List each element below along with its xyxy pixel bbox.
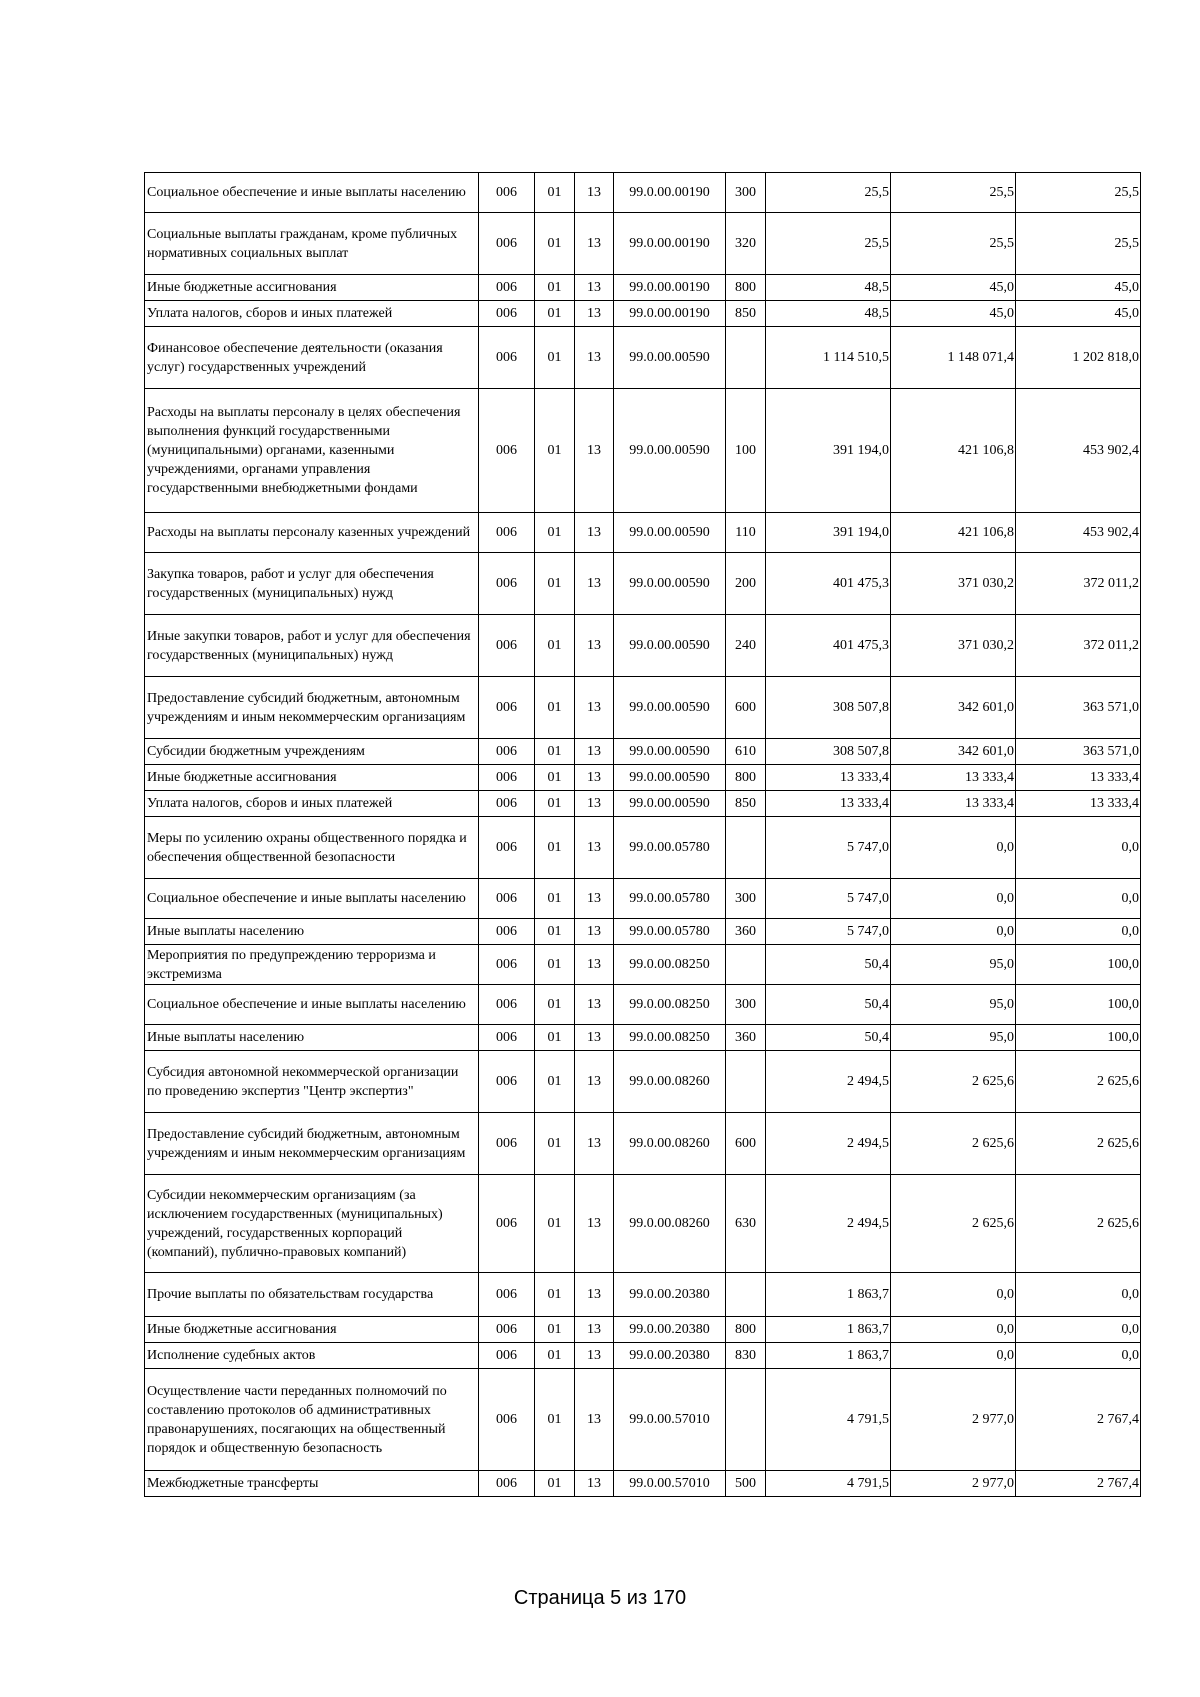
expense-type-cell: 200 bbox=[726, 553, 766, 615]
expense-name-cell: Расходы на выплаты персоналу в целях обеспечения выполнения функций государственными (муниципальными) органами, казенными учреждениями, органами управления государственными внебюджетными фондами bbox=[145, 389, 479, 513]
section-code-cell: 01 bbox=[535, 739, 575, 765]
subsection-code-cell: 13 bbox=[575, 1051, 614, 1113]
amount-year3-cell: 0,0 bbox=[1016, 817, 1141, 879]
ministry-code-cell: 006 bbox=[479, 389, 535, 513]
target-article-cell: 99.0.00.00590 bbox=[614, 791, 726, 817]
expense-type-cell bbox=[726, 1051, 766, 1113]
amount-year3-cell: 372 011,2 bbox=[1016, 553, 1141, 615]
target-article-cell: 99.0.00.05780 bbox=[614, 919, 726, 945]
table-row bbox=[145, 765, 1141, 791]
amount-year1-cell: 401 475,3 bbox=[766, 615, 891, 677]
amount-year3-cell: 2 625,6 bbox=[1016, 1113, 1141, 1175]
target-article-cell: 99.0.00.05780 bbox=[614, 817, 726, 879]
subsection-code-cell: 13 bbox=[575, 615, 614, 677]
amount-year1-cell: 401 475,3 bbox=[766, 553, 891, 615]
table-row bbox=[145, 919, 1141, 945]
amount-year3-cell: 13 333,4 bbox=[1016, 765, 1141, 791]
expense-name-cell: Социальное обеспечение и иные выплаты населению bbox=[145, 985, 479, 1025]
amount-year2-cell: 0,0 bbox=[891, 919, 1016, 945]
amount-year2-cell: 2 977,0 bbox=[891, 1369, 1016, 1471]
amount-year1-cell: 25,5 bbox=[766, 173, 891, 213]
expense-name-cell: Иные выплаты населению bbox=[145, 1025, 479, 1051]
expense-name-cell: Социальное обеспечение и иные выплаты населению bbox=[145, 879, 479, 919]
expense-name-cell: Межбюджетные трансферты bbox=[145, 1471, 479, 1497]
amount-year3-cell: 2 625,6 bbox=[1016, 1175, 1141, 1273]
target-article-cell: 99.0.00.00590 bbox=[614, 677, 726, 739]
budget-table bbox=[144, 172, 1141, 1497]
section-code-cell: 01 bbox=[535, 1471, 575, 1497]
expense-type-cell bbox=[726, 945, 766, 985]
ministry-code-cell: 006 bbox=[479, 817, 535, 879]
section-code-cell: 01 bbox=[535, 301, 575, 327]
ministry-code-cell: 006 bbox=[479, 739, 535, 765]
table-row bbox=[145, 1317, 1141, 1343]
subsection-code-cell: 13 bbox=[575, 553, 614, 615]
expense-type-cell: 600 bbox=[726, 1113, 766, 1175]
target-article-cell: 99.0.00.08250 bbox=[614, 1025, 726, 1051]
page-number: Страница 5 из 170 bbox=[513, 1587, 687, 1609]
ministry-code-cell: 006 bbox=[479, 765, 535, 791]
amount-year1-cell: 50,4 bbox=[766, 1025, 891, 1051]
table-row bbox=[145, 677, 1141, 739]
ministry-code-cell: 006 bbox=[479, 879, 535, 919]
section-code-cell: 01 bbox=[535, 1025, 575, 1051]
expense-name-cell: Осуществление части переданных полномочий по составлению протоколов об административных правонарушениях, посягающих на общественный порядок и общественную безопасность bbox=[145, 1369, 479, 1471]
expense-type-cell bbox=[726, 1273, 766, 1317]
expense-type-cell bbox=[726, 817, 766, 879]
expense-name-cell: Иные закупки товаров, работ и услуг для обеспечения государственных (муниципальных) нужд bbox=[145, 615, 479, 677]
amount-year2-cell: 0,0 bbox=[891, 1317, 1016, 1343]
expense-name-cell: Субсидии некоммерческим организациям (за исключением государственных (муниципальных) учреждений, государственных корпораций (компаний), публично-правовых компаний) bbox=[145, 1175, 479, 1273]
subsection-code-cell: 13 bbox=[575, 173, 614, 213]
section-code-cell: 01 bbox=[535, 275, 575, 301]
amount-year2-cell: 2 977,0 bbox=[891, 1471, 1016, 1497]
amount-year1-cell: 1 863,7 bbox=[766, 1343, 891, 1369]
amount-year3-cell: 2 625,6 bbox=[1016, 1051, 1141, 1113]
subsection-code-cell: 13 bbox=[575, 1369, 614, 1471]
expense-type-cell: 100 bbox=[726, 389, 766, 513]
target-article-cell: 99.0.00.08260 bbox=[614, 1175, 726, 1273]
target-article-cell: 99.0.00.05780 bbox=[614, 879, 726, 919]
expense-name-cell: Социальное обеспечение и иные выплаты населению bbox=[145, 173, 479, 213]
target-article-cell: 99.0.00.00190 bbox=[614, 275, 726, 301]
subsection-code-cell: 13 bbox=[575, 327, 614, 389]
expense-type-cell: 630 bbox=[726, 1175, 766, 1273]
section-code-cell: 01 bbox=[535, 173, 575, 213]
amount-year1-cell: 13 333,4 bbox=[766, 791, 891, 817]
ministry-code-cell: 006 bbox=[479, 1317, 535, 1343]
subsection-code-cell: 13 bbox=[575, 275, 614, 301]
section-code-cell: 01 bbox=[535, 1369, 575, 1471]
amount-year3-cell: 453 902,4 bbox=[1016, 513, 1141, 553]
amount-year2-cell: 2 625,6 bbox=[891, 1051, 1016, 1113]
amount-year1-cell: 391 194,0 bbox=[766, 389, 891, 513]
table-row bbox=[145, 301, 1141, 327]
table-row bbox=[145, 1343, 1141, 1369]
target-article-cell: 99.0.00.08260 bbox=[614, 1051, 726, 1113]
target-article-cell: 99.0.00.00590 bbox=[614, 765, 726, 791]
table-row bbox=[145, 615, 1141, 677]
amount-year3-cell: 2 767,4 bbox=[1016, 1369, 1141, 1471]
amount-year3-cell: 25,5 bbox=[1016, 173, 1141, 213]
amount-year1-cell: 391 194,0 bbox=[766, 513, 891, 553]
expense-name-cell: Иные бюджетные ассигнования bbox=[145, 1317, 479, 1343]
amount-year1-cell: 4 791,5 bbox=[766, 1471, 891, 1497]
ministry-code-cell: 006 bbox=[479, 275, 535, 301]
amount-year3-cell: 453 902,4 bbox=[1016, 389, 1141, 513]
subsection-code-cell: 13 bbox=[575, 677, 614, 739]
amount-year3-cell: 45,0 bbox=[1016, 275, 1141, 301]
amount-year2-cell: 0,0 bbox=[891, 817, 1016, 879]
amount-year3-cell: 100,0 bbox=[1016, 945, 1141, 985]
table-row bbox=[145, 1025, 1141, 1051]
ministry-code-cell: 006 bbox=[479, 1369, 535, 1471]
ministry-code-cell: 006 bbox=[479, 1273, 535, 1317]
expense-type-cell: 610 bbox=[726, 739, 766, 765]
expense-name-cell: Иные бюджетные ассигнования bbox=[145, 765, 479, 791]
amount-year2-cell: 2 625,6 bbox=[891, 1113, 1016, 1175]
expense-type-cell: 300 bbox=[726, 879, 766, 919]
amount-year3-cell: 45,0 bbox=[1016, 301, 1141, 327]
ministry-code-cell: 006 bbox=[479, 1175, 535, 1273]
section-code-cell: 01 bbox=[535, 327, 575, 389]
amount-year1-cell: 5 747,0 bbox=[766, 817, 891, 879]
target-article-cell: 99.0.00.08260 bbox=[614, 1113, 726, 1175]
amount-year1-cell: 50,4 bbox=[766, 985, 891, 1025]
section-code-cell: 01 bbox=[535, 1343, 575, 1369]
amount-year1-cell: 4 791,5 bbox=[766, 1369, 891, 1471]
target-article-cell: 99.0.00.08250 bbox=[614, 945, 726, 985]
amount-year1-cell: 5 747,0 bbox=[766, 919, 891, 945]
amount-year1-cell: 48,5 bbox=[766, 275, 891, 301]
target-article-cell: 99.0.00.20380 bbox=[614, 1343, 726, 1369]
table-row bbox=[145, 791, 1141, 817]
amount-year2-cell: 95,0 bbox=[891, 945, 1016, 985]
subsection-code-cell: 13 bbox=[575, 879, 614, 919]
ministry-code-cell: 006 bbox=[479, 985, 535, 1025]
amount-year2-cell: 342 601,0 bbox=[891, 739, 1016, 765]
ministry-code-cell: 006 bbox=[479, 553, 535, 615]
table-row bbox=[145, 513, 1141, 553]
target-article-cell: 99.0.00.00190 bbox=[614, 173, 726, 213]
amount-year1-cell: 308 507,8 bbox=[766, 739, 891, 765]
expense-type-cell: 600 bbox=[726, 677, 766, 739]
target-article-cell: 99.0.00.00190 bbox=[614, 301, 726, 327]
amount-year1-cell: 48,5 bbox=[766, 301, 891, 327]
amount-year3-cell: 0,0 bbox=[1016, 1343, 1141, 1369]
expense-name-cell: Предоставление субсидий бюджетным, автономным учреждениям и иным некоммерческим организациям bbox=[145, 677, 479, 739]
subsection-code-cell: 13 bbox=[575, 985, 614, 1025]
ministry-code-cell: 006 bbox=[479, 945, 535, 985]
amount-year2-cell: 342 601,0 bbox=[891, 677, 1016, 739]
table-row bbox=[145, 213, 1141, 275]
ministry-code-cell: 006 bbox=[479, 791, 535, 817]
amount-year1-cell: 2 494,5 bbox=[766, 1051, 891, 1113]
expense-type-cell bbox=[726, 327, 766, 389]
amount-year2-cell: 1 148 071,4 bbox=[891, 327, 1016, 389]
expense-type-cell: 800 bbox=[726, 275, 766, 301]
ministry-code-cell: 006 bbox=[479, 1051, 535, 1113]
section-code-cell: 01 bbox=[535, 615, 575, 677]
amount-year2-cell: 45,0 bbox=[891, 301, 1016, 327]
ministry-code-cell: 006 bbox=[479, 1471, 535, 1497]
table-row bbox=[145, 1369, 1141, 1471]
amount-year2-cell: 0,0 bbox=[891, 1343, 1016, 1369]
amount-year3-cell: 2 767,4 bbox=[1016, 1471, 1141, 1497]
ministry-code-cell: 006 bbox=[479, 919, 535, 945]
table-row bbox=[145, 985, 1141, 1025]
ministry-code-cell: 006 bbox=[479, 1025, 535, 1051]
subsection-code-cell: 13 bbox=[575, 919, 614, 945]
target-article-cell: 99.0.00.08250 bbox=[614, 985, 726, 1025]
amount-year2-cell: 45,0 bbox=[891, 275, 1016, 301]
expense-type-cell: 320 bbox=[726, 213, 766, 275]
amount-year1-cell: 1 114 510,5 bbox=[766, 327, 891, 389]
target-article-cell: 99.0.00.00590 bbox=[614, 553, 726, 615]
target-article-cell: 99.0.00.00590 bbox=[614, 513, 726, 553]
section-code-cell: 01 bbox=[535, 1113, 575, 1175]
table-row bbox=[145, 389, 1141, 513]
subsection-code-cell: 13 bbox=[575, 791, 614, 817]
ministry-code-cell: 006 bbox=[479, 213, 535, 275]
table-row bbox=[145, 327, 1141, 389]
amount-year2-cell: 95,0 bbox=[891, 1025, 1016, 1051]
table-row bbox=[145, 173, 1141, 213]
ministry-code-cell: 006 bbox=[479, 615, 535, 677]
subsection-code-cell: 13 bbox=[575, 1025, 614, 1051]
ministry-code-cell: 006 bbox=[479, 1113, 535, 1175]
subsection-code-cell: 13 bbox=[575, 1175, 614, 1273]
amount-year1-cell: 25,5 bbox=[766, 213, 891, 275]
table-row bbox=[145, 1175, 1141, 1273]
expense-name-cell: Меры по усилению охраны общественного порядка и обеспечения общественной безопасности bbox=[145, 817, 479, 879]
amount-year3-cell: 0,0 bbox=[1016, 1317, 1141, 1343]
expense-name-cell: Уплата налогов, сборов и иных платежей bbox=[145, 301, 479, 327]
subsection-code-cell: 13 bbox=[575, 1273, 614, 1317]
expense-name-cell: Финансовое обеспечение деятельности (оказания услуг) государственных учреждений bbox=[145, 327, 479, 389]
ministry-code-cell: 006 bbox=[479, 677, 535, 739]
expense-name-cell: Закупка товаров, работ и услуг для обеспечения государственных (муниципальных) нужд bbox=[145, 553, 479, 615]
ministry-code-cell: 006 bbox=[479, 1343, 535, 1369]
table-row bbox=[145, 739, 1141, 765]
amount-year1-cell: 308 507,8 bbox=[766, 677, 891, 739]
expense-type-cell: 300 bbox=[726, 985, 766, 1025]
target-article-cell: 99.0.00.00190 bbox=[614, 213, 726, 275]
amount-year1-cell: 2 494,5 bbox=[766, 1113, 891, 1175]
target-article-cell: 99.0.00.57010 bbox=[614, 1369, 726, 1471]
target-article-cell: 99.0.00.20380 bbox=[614, 1273, 726, 1317]
expense-name-cell: Субсидии бюджетным учреждениям bbox=[145, 739, 479, 765]
expense-type-cell: 300 bbox=[726, 173, 766, 213]
target-article-cell: 99.0.00.00590 bbox=[614, 389, 726, 513]
expense-type-cell: 500 bbox=[726, 1471, 766, 1497]
subsection-code-cell: 13 bbox=[575, 1113, 614, 1175]
expense-name-cell: Исполнение судебных актов bbox=[145, 1343, 479, 1369]
amount-year3-cell: 13 333,4 bbox=[1016, 791, 1141, 817]
ministry-code-cell: 006 bbox=[479, 301, 535, 327]
section-code-cell: 01 bbox=[535, 765, 575, 791]
section-code-cell: 01 bbox=[535, 677, 575, 739]
expense-type-cell: 850 bbox=[726, 791, 766, 817]
section-code-cell: 01 bbox=[535, 1051, 575, 1113]
amount-year2-cell: 421 106,8 bbox=[891, 389, 1016, 513]
amount-year2-cell: 2 625,6 bbox=[891, 1175, 1016, 1273]
section-code-cell: 01 bbox=[535, 985, 575, 1025]
ministry-code-cell: 006 bbox=[479, 513, 535, 553]
section-code-cell: 01 bbox=[535, 919, 575, 945]
amount-year1-cell: 13 333,4 bbox=[766, 765, 891, 791]
subsection-code-cell: 13 bbox=[575, 1471, 614, 1497]
section-code-cell: 01 bbox=[535, 389, 575, 513]
section-code-cell: 01 bbox=[535, 1175, 575, 1273]
ministry-code-cell: 006 bbox=[479, 327, 535, 389]
section-code-cell: 01 bbox=[535, 879, 575, 919]
table-row bbox=[145, 553, 1141, 615]
target-article-cell: 99.0.00.00590 bbox=[614, 739, 726, 765]
amount-year2-cell: 13 333,4 bbox=[891, 765, 1016, 791]
expense-name-cell: Иные выплаты населению bbox=[145, 919, 479, 945]
amount-year3-cell: 1 202 818,0 bbox=[1016, 327, 1141, 389]
amount-year3-cell: 0,0 bbox=[1016, 879, 1141, 919]
table-row bbox=[145, 275, 1141, 301]
amount-year3-cell: 363 571,0 bbox=[1016, 739, 1141, 765]
table-row bbox=[145, 945, 1141, 985]
target-article-cell: 99.0.00.57010 bbox=[614, 1471, 726, 1497]
expense-type-cell: 360 bbox=[726, 919, 766, 945]
subsection-code-cell: 13 bbox=[575, 765, 614, 791]
target-article-cell: 99.0.00.00590 bbox=[614, 327, 726, 389]
section-code-cell: 01 bbox=[535, 1317, 575, 1343]
target-article-cell: 99.0.00.20380 bbox=[614, 1317, 726, 1343]
expense-name-cell: Уплата налогов, сборов и иных платежей bbox=[145, 791, 479, 817]
expense-type-cell: 360 bbox=[726, 1025, 766, 1051]
target-article-cell: 99.0.00.00590 bbox=[614, 615, 726, 677]
expense-type-cell: 800 bbox=[726, 1317, 766, 1343]
expense-name-cell: Субсидия автономной некоммерческой организации по проведению экспертиз "Центр экспертиз" bbox=[145, 1051, 479, 1113]
amount-year3-cell: 363 571,0 bbox=[1016, 677, 1141, 739]
amount-year2-cell: 0,0 bbox=[891, 1273, 1016, 1317]
amount-year1-cell: 2 494,5 bbox=[766, 1175, 891, 1273]
section-code-cell: 01 bbox=[535, 817, 575, 879]
expense-type-cell: 800 bbox=[726, 765, 766, 791]
expense-name-cell: Мероприятия по предупреждению терроризма и экстремизма bbox=[145, 945, 479, 985]
expense-type-cell bbox=[726, 1369, 766, 1471]
section-code-cell: 01 bbox=[535, 553, 575, 615]
subsection-code-cell: 13 bbox=[575, 1317, 614, 1343]
expense-type-cell: 850 bbox=[726, 301, 766, 327]
table-row bbox=[145, 1051, 1141, 1113]
section-code-cell: 01 bbox=[535, 1273, 575, 1317]
table-row bbox=[145, 817, 1141, 879]
subsection-code-cell: 13 bbox=[575, 817, 614, 879]
ministry-code-cell: 006 bbox=[479, 173, 535, 213]
amount-year1-cell: 5 747,0 bbox=[766, 879, 891, 919]
table-row bbox=[145, 1471, 1141, 1497]
subsection-code-cell: 13 bbox=[575, 739, 614, 765]
amount-year1-cell: 50,4 bbox=[766, 945, 891, 985]
section-code-cell: 01 bbox=[535, 513, 575, 553]
expense-type-cell: 830 bbox=[726, 1343, 766, 1369]
subsection-code-cell: 13 bbox=[575, 213, 614, 275]
amount-year3-cell: 100,0 bbox=[1016, 1025, 1141, 1051]
amount-year3-cell: 372 011,2 bbox=[1016, 615, 1141, 677]
subsection-code-cell: 13 bbox=[575, 301, 614, 327]
section-code-cell: 01 bbox=[535, 791, 575, 817]
table-row bbox=[145, 879, 1141, 919]
amount-year1-cell: 1 863,7 bbox=[766, 1273, 891, 1317]
amount-year2-cell: 371 030,2 bbox=[891, 553, 1016, 615]
expense-type-cell: 240 bbox=[726, 615, 766, 677]
subsection-code-cell: 13 bbox=[575, 945, 614, 985]
amount-year2-cell: 25,5 bbox=[891, 173, 1016, 213]
amount-year3-cell: 0,0 bbox=[1016, 1273, 1141, 1317]
amount-year3-cell: 25,5 bbox=[1016, 213, 1141, 275]
amount-year1-cell: 1 863,7 bbox=[766, 1317, 891, 1343]
expense-name-cell: Расходы на выплаты персоналу казенных учреждений bbox=[145, 513, 479, 553]
expense-name-cell: Социальные выплаты гражданам, кроме публичных нормативных социальных выплат bbox=[145, 213, 479, 275]
amount-year3-cell: 100,0 bbox=[1016, 985, 1141, 1025]
subsection-code-cell: 13 bbox=[575, 389, 614, 513]
table-row bbox=[145, 1113, 1141, 1175]
table-row bbox=[145, 1273, 1141, 1317]
subsection-code-cell: 13 bbox=[575, 513, 614, 553]
expense-name-cell: Прочие выплаты по обязательствам государства bbox=[145, 1273, 479, 1317]
subsection-code-cell: 13 bbox=[575, 1343, 614, 1369]
amount-year2-cell: 421 106,8 bbox=[891, 513, 1016, 553]
amount-year2-cell: 13 333,4 bbox=[891, 791, 1016, 817]
amount-year2-cell: 371 030,2 bbox=[891, 615, 1016, 677]
section-code-cell: 01 bbox=[535, 945, 575, 985]
expense-type-cell: 110 bbox=[726, 513, 766, 553]
amount-year2-cell: 0,0 bbox=[891, 879, 1016, 919]
expense-name-cell: Предоставление субсидий бюджетным, автономным учреждениям и иным некоммерческим организациям bbox=[145, 1113, 479, 1175]
amount-year2-cell: 25,5 bbox=[891, 213, 1016, 275]
expense-name-cell: Иные бюджетные ассигнования bbox=[145, 275, 479, 301]
section-code-cell: 01 bbox=[535, 213, 575, 275]
amount-year2-cell: 95,0 bbox=[891, 985, 1016, 1025]
amount-year3-cell: 0,0 bbox=[1016, 919, 1141, 945]
